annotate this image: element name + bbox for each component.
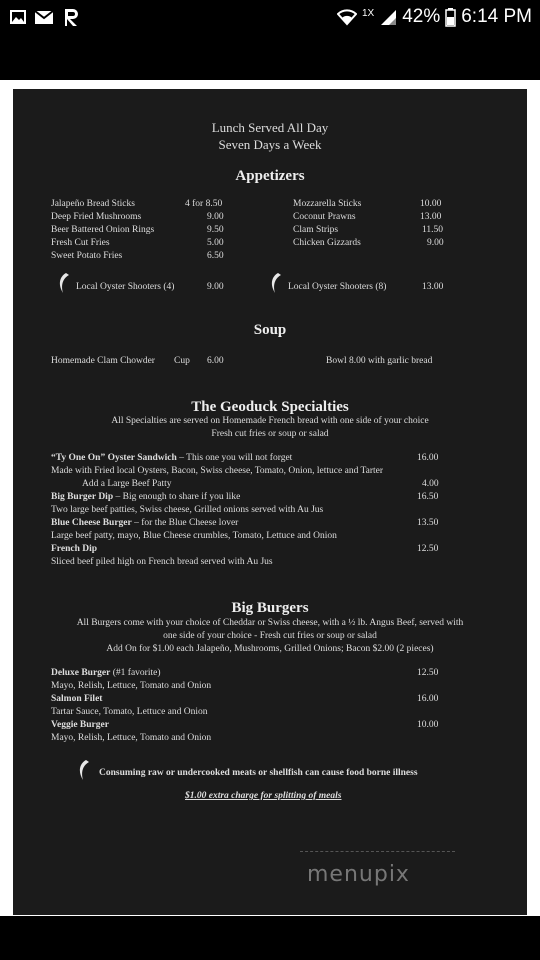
bottom-bar (0, 916, 540, 960)
soup-cup-price: 6.00 (207, 356, 224, 366)
specialties-title: The Geoduck Specialties (191, 399, 349, 415)
status-bar (0, 0, 540, 36)
appetizer-item-name: Fresh Cut Fries (51, 238, 110, 248)
oyster-shooters-8-price: 13.00 (422, 282, 444, 292)
appetizer-item-price: 6.50 (207, 251, 224, 261)
oyster-shell-icon (269, 272, 283, 294)
oyster-shell-icon (57, 272, 71, 294)
split-meal-charge: $1.00 extra charge for splitting of meals (185, 791, 342, 801)
battery-percent: 42% (402, 6, 441, 27)
lunch-heading-line1: Lunch Served All Day (211, 120, 329, 135)
burger-item-name: Salmon Filet (51, 694, 103, 704)
appetizer-item-price: 5.00 (207, 238, 224, 248)
specialty-addon-price: 4.00 (422, 479, 439, 489)
burger-item-name: Veggie Burger (51, 720, 109, 730)
soup-cup-label: Cup (174, 356, 190, 366)
appetizer-item-name: Deep Fried Mushrooms (51, 212, 142, 222)
menu-photo-frame (0, 80, 540, 916)
appetizer-item-price: 9.50 (207, 225, 224, 235)
lunch-heading-line2: Seven Days a Week (218, 137, 322, 152)
specialty-item-heading (51, 517, 238, 530)
appetizer-item-name: Chicken Gizzards (293, 238, 361, 248)
burgers-title: Big Burgers (231, 600, 309, 616)
burger-item-name: Deluxe Burger (51, 668, 111, 678)
specialty-item-heading (51, 452, 292, 465)
burgers-addons: Add On for $1.00 each Jalapeño, Mushrooms, Grilled Onions; Bacon $2.00 (2 pieces) (106, 644, 434, 654)
burgers-intro: one side of your choice - Fresh cut fries or soup or salad (163, 631, 377, 641)
appetizer-item-price: 13.00 (420, 212, 442, 222)
watermark-logo-text: menupix (307, 862, 410, 887)
oyster-shooters-4-price: 9.00 (207, 282, 224, 292)
appetizer-item-price: 9.00 (427, 238, 444, 248)
battery-icon (445, 8, 456, 27)
mail-icon (34, 9, 54, 25)
burger-item-tagline: (#1 favorite) (110, 668, 161, 678)
appetizer-item-price: 11.50 (422, 225, 444, 235)
appetizer-item-price: 4 for 8.50 (185, 199, 223, 209)
burger-item-price: 16.00 (417, 694, 439, 704)
app-r-icon (62, 7, 82, 27)
specialty-item-name: French Dip (51, 544, 98, 554)
network-type-label: 1X (361, 7, 375, 19)
specialty-item-desc: Two large beef patties, Swiss cheese, Grilled onions served with Au Jus (51, 505, 324, 515)
food-safety-warning: Consuming raw or undercooked meats or shellfish can cause food borne illness (99, 768, 418, 778)
specialty-item-tagline: – Big enough to share if you like (113, 492, 241, 502)
specialty-item-tagline: – This one you will not forget (176, 453, 293, 463)
burger-item-price: 12.50 (417, 668, 439, 678)
specialty-item-desc: Made with Fried local Oysters, Bacon, Swiss cheese, Tomato, Onion, lettuce and Tarter (51, 466, 384, 476)
burgers-intro: All Burgers come with your choice of Cheddar or Swiss cheese, with a ½ lb. Angus Beef, served with (76, 618, 464, 628)
specialty-item-tagline: – for the Blue Cheese lover (131, 518, 239, 528)
menupix-watermark (300, 851, 455, 902)
menu-board (13, 89, 527, 915)
cell-signal-icon (379, 8, 397, 26)
system-indicators (337, 6, 532, 28)
clock: 6:14 PM (461, 6, 532, 27)
specialty-item-name: Big Burger Dip (51, 492, 114, 502)
soup-title: Soup (253, 322, 287, 338)
specialty-item-name: “Ty One On” Oyster Sandwich (51, 453, 177, 463)
appetizer-item-price: 9.00 (207, 212, 224, 222)
specialties-intro: All Specialties are served on Homemade French bread with one side of your choice (111, 416, 429, 426)
image-notification-icon (10, 10, 26, 24)
soup-item-name: Homemade Clam Chowder (51, 356, 155, 366)
oyster-shooters-4: Local Oyster Shooters (4) (76, 282, 175, 292)
burger-item-desc: Mayo, Relish, Lettuce, Tomato and Onion (51, 681, 212, 691)
specialties-intro: Fresh cut fries or soup or salad (211, 429, 329, 439)
appetizer-item-name: Beer Battered Onion Rings (51, 225, 155, 235)
oyster-shell-icon (77, 759, 91, 781)
appetizer-item-name: Clam Strips (293, 225, 339, 235)
specialty-item-desc: Sliced beef piled high on French bread served with Au Jus (51, 557, 273, 567)
notification-icons (10, 7, 82, 27)
specialty-item-heading (51, 491, 240, 504)
appetizer-item-name: Mozzarella Sticks (293, 199, 362, 209)
wifi-icon (337, 8, 357, 26)
specialty-addon: Add a Large Beef Patty (82, 479, 172, 489)
specialty-item-name: Blue Cheese Burger (51, 518, 132, 528)
appetizer-item-name: Jalapeño Bread Sticks (51, 199, 135, 209)
appetizer-item-name: Sweet Potato Fries (51, 251, 123, 261)
specialty-item-desc: Large beef patty, mayo, Blue Cheese crumbles, Tomato, Lettuce and Onion (51, 531, 337, 541)
appetizer-item-name: Coconut Prawns (293, 212, 356, 222)
appetizers-title: Appetizers (235, 168, 305, 184)
specialty-item-price: 13.50 (417, 518, 439, 528)
specialty-item-price: 16.50 (417, 492, 439, 502)
burger-item-price: 10.00 (417, 720, 439, 730)
specialty-item-price: 16.00 (417, 453, 439, 463)
burger-item-desc: Mayo, Relish, Lettuce, Tomato and Onion (51, 733, 212, 743)
specialty-item-price: 12.50 (417, 544, 439, 554)
appetizer-item-price: 10.00 (420, 199, 442, 209)
oyster-shooters-8: Local Oyster Shooters (8) (288, 282, 387, 292)
soup-bowl: Bowl 8.00 with garlic bread (326, 356, 433, 366)
burger-item-desc: Tartar Sauce, Tomato, Lettuce and Onion (51, 707, 208, 717)
burger-item-heading (51, 667, 161, 680)
